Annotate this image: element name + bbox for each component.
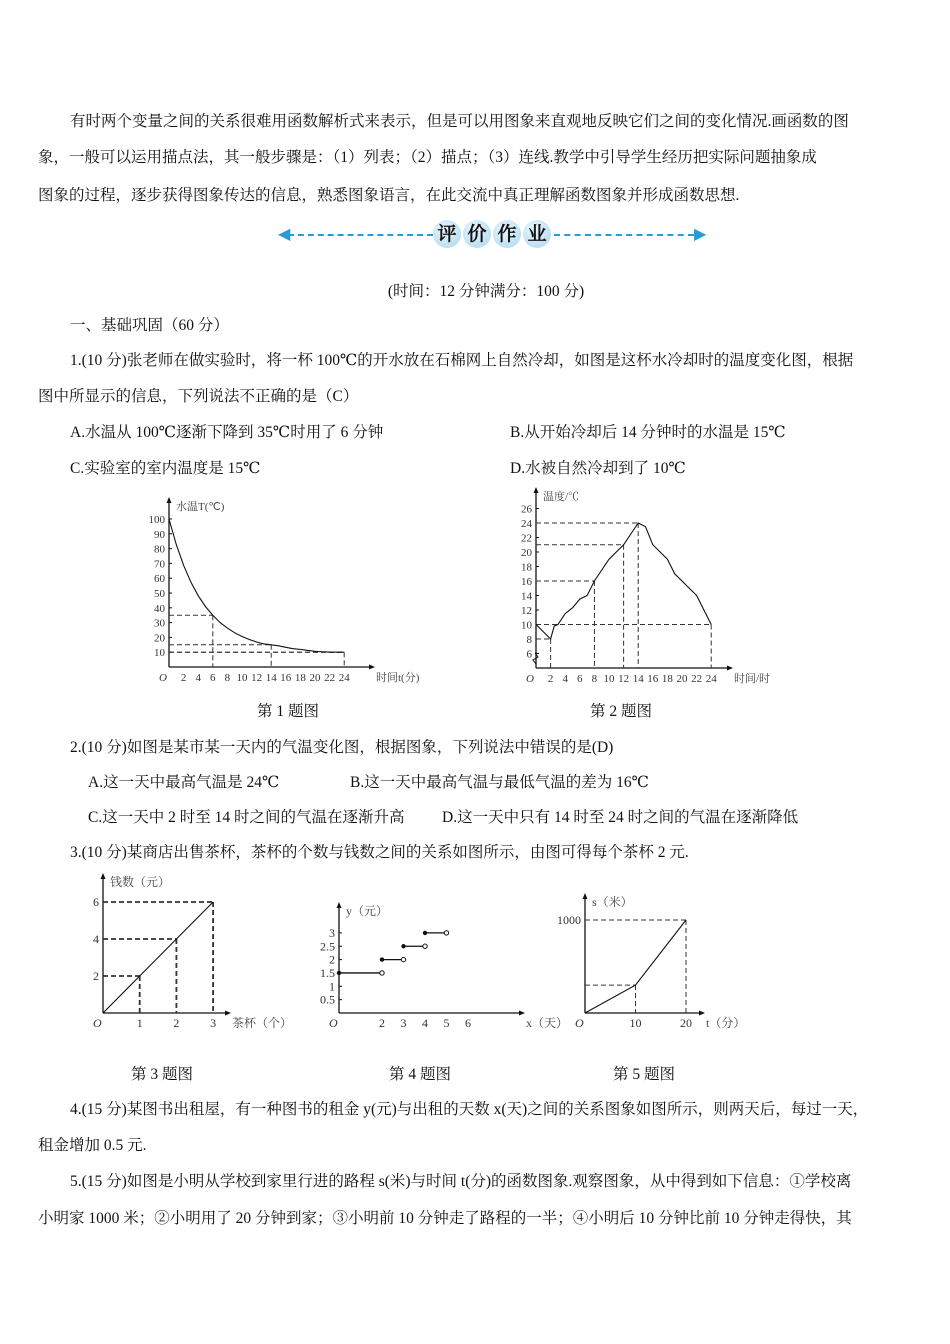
y-tick-label: 1.5 [320, 965, 335, 980]
banner-char: 作 [493, 220, 521, 248]
y-tick-label: 12 [521, 605, 532, 617]
x-tick-label: 10 [603, 673, 615, 685]
x-axis-label: t（分） [706, 1016, 746, 1030]
x-tick-label: 18 [661, 673, 673, 685]
y-axis-arrow-icon [101, 873, 106, 879]
closed-point [423, 931, 427, 935]
caption-fig-4: 第 4 题图 [388, 1066, 452, 1083]
x-tick-label: 16 [647, 673, 659, 685]
open-point [444, 931, 448, 935]
x-axis-label: 茶杯（个） [232, 1016, 293, 1030]
y-tick-label: 10 [521, 619, 532, 632]
x-tick-label: 3 [210, 1016, 217, 1030]
q2-line: 2.(10 分)如图是某市某一天内的气温变化图，根据图象，下列说法中错误的是(D) [70, 739, 614, 756]
series-line [585, 920, 686, 1013]
y-tick-label: 30 [154, 617, 165, 630]
x-tick-label: 24 [705, 673, 717, 685]
closed-point [380, 957, 384, 961]
x-tick-label: 24 [338, 672, 350, 684]
y-tick-label: 70 [154, 558, 165, 571]
time-note: (时间：12 分钟满分：100 分) [387, 283, 585, 300]
y-axis-arrow-icon [337, 902, 342, 908]
caption-fig-3: 第 3 题图 [130, 1066, 194, 1083]
q2-option-d: D.这一天中只有 14 时至 24 时之间的气温在逐渐降低 [442, 809, 799, 826]
x-tick-label: 14 [632, 673, 644, 685]
x-tick-label: 12 [251, 672, 263, 684]
q1-option-d: D.水被自然冷却到了 10℃ [510, 460, 686, 477]
y-tick-label: 10 [154, 647, 165, 660]
x-tick-label: 6 [465, 1016, 471, 1030]
q1-line-1: 1.(10 分)张老师在做实验时，将一杯 100℃的开水放在石棉网上自然冷却，如图是这杯水冷却时的温度变化图，根据 [70, 352, 854, 369]
y-tick-label: 90 [154, 528, 165, 541]
x-tick-label: 10 [629, 1016, 642, 1030]
intro-line-3: 图象的过程，逐步获得图象传达的信息，熟悉图象语言，在此交流中真正理解函数图象并形成函数思想. [38, 187, 740, 204]
y-tick-label: 6 [526, 648, 532, 661]
origin-label: O [526, 673, 534, 685]
x-tick-label: 10 [236, 672, 248, 684]
x-tick-label: 2 [379, 1016, 385, 1030]
x-axis-arrow-icon [369, 665, 375, 670]
x-tick-label: 2 [547, 673, 554, 685]
x-tick-label: 16 [280, 672, 292, 684]
x-tick-label: 2 [180, 672, 187, 684]
y-tick-label: 3 [329, 925, 335, 940]
x-axis-arrow-icon [225, 1011, 231, 1016]
q1-option-c: C.实验室的室内温度是 15℃ [70, 460, 261, 477]
x-tick-label: 1 [136, 1016, 143, 1030]
y-tick-label: 50 [154, 588, 165, 600]
y-tick-label: 4 [93, 932, 99, 946]
y-tick-label: 8 [526, 634, 532, 646]
y-axis-label: 水温T(℃) [176, 501, 225, 513]
origin-label: O [575, 1016, 584, 1030]
q2-option-c: C.这一天中 2 时至 14 时之间的气温在逐渐升高 [88, 809, 405, 826]
x-tick-label: 22 [324, 672, 336, 684]
x-tick-label: 22 [691, 673, 703, 685]
banner-char: 价 [463, 220, 491, 248]
y-tick-label: 16 [521, 576, 532, 588]
x-axis-label: 时间/时 [734, 673, 771, 685]
x-tick-label: 8 [591, 673, 598, 685]
y-tick-label: 26 [521, 503, 532, 516]
y-axis-label: 温度/℃ [543, 491, 580, 503]
x-tick-label: 18 [294, 672, 306, 684]
x-tick-label: 4 [562, 673, 568, 685]
y-tick-label: 14 [521, 590, 532, 603]
y-tick-label: 60 [154, 573, 165, 586]
y-tick-label: 22 [521, 532, 532, 545]
q2-option-a: A.这一天中最高气温是 24℃ [88, 774, 280, 791]
x-axis-label: x（天） [526, 1016, 569, 1030]
arrow-left-icon: ◀ [278, 226, 291, 243]
x-tick-label: 4 [422, 1016, 428, 1030]
x-tick-label: 14 [265, 672, 277, 684]
y-tick-label: 100 [148, 514, 165, 526]
y-tick-label: 24 [521, 518, 532, 530]
y-tick-label: 2.5 [320, 939, 335, 954]
x-tick-label: 6 [577, 673, 583, 685]
q1-line-2: 图中所显示的信息，下列说法不正确的是（C） [38, 388, 359, 405]
open-point [401, 957, 405, 961]
open-point [380, 971, 384, 975]
x-tick-label: 6 [210, 672, 216, 684]
y-tick-label: 20 [154, 632, 165, 645]
q4-line-1: 4.(15 分)某图书出租屋，有一种图书的租金 y(元)与出租的天数 x(天)之间的关系图象如图所示，则两天后，每过一天， [70, 1101, 869, 1118]
banner-char: 评 [433, 220, 461, 248]
caption-fig-5: 第 5 题图 [612, 1066, 676, 1083]
y-tick-label: 40 [154, 602, 165, 615]
open-point [423, 944, 427, 948]
q3-line: 3.(10 分)某商店出售茶杯，茶杯的个数与钱数之间的关系如图所示，由图可得每个茶杯 2 元. [70, 844, 689, 861]
y-tick-label: 2 [93, 969, 99, 983]
arrow-right-icon: ▶ [694, 226, 707, 243]
y-axis-arrow-icon [534, 487, 539, 493]
closed-point [337, 971, 341, 975]
y-tick-label: 80 [154, 543, 165, 556]
q1-option-a: A.水温从 100℃逐渐下降到 35℃时用了 6 分钟 [70, 424, 384, 441]
y-tick-label: 0.5 [320, 992, 335, 1007]
x-tick-label: 5 [443, 1016, 450, 1030]
x-tick-label: 20 [309, 672, 321, 684]
q2-option-b: B.这一天中最高气温与最低气温的差为 16℃ [350, 774, 649, 791]
intro-line-1: 有时两个变量之间的关系很难用函数解析式来表示，但是可以用图象来直观地反映它们之间的变化情况.画函数的图 [70, 113, 849, 130]
y-tick-label: 18 [521, 561, 532, 574]
origin-label: O [93, 1016, 102, 1030]
origin-label: O [329, 1016, 338, 1030]
x-tick-label: 20 [676, 673, 688, 685]
series-line [103, 902, 213, 1013]
caption-fig-2: 第 2 题图 [589, 703, 653, 720]
q1-option-b: B.从开始冷却后 14 分钟时的水温是 15℃ [510, 424, 786, 441]
x-tick-label: 2 [173, 1016, 180, 1030]
banner-char: 业 [523, 220, 551, 248]
y-tick-label: 2 [329, 952, 335, 967]
y-tick-label: 20 [521, 547, 532, 559]
x-tick-label: 3 [400, 1016, 407, 1030]
y-tick-label: 1000 [557, 913, 581, 927]
y-axis-arrow-icon [167, 497, 172, 503]
origin-label: O [159, 672, 167, 684]
x-tick-label: 8 [224, 672, 231, 684]
x-axis-arrow-icon [727, 666, 733, 671]
y-tick-label: 6 [93, 895, 99, 909]
q4-line-2: 租金增加 0.5 元. [38, 1137, 147, 1154]
x-axis-label: 时间t(分) [376, 672, 420, 684]
x-tick-label: 20 [680, 1016, 692, 1030]
y-axis-label: 钱数（元） [110, 875, 171, 889]
section-heading: 一、基础巩固（60 分） [70, 317, 229, 334]
q5-line-2: 小明家 1000 米；②小明用了 20 分钟到家；③小明前 10 分钟走了路程的一半；④小明后 10 分钟比前 10 分钟走得快，其 [38, 1210, 852, 1227]
x-axis-arrow-icon [519, 1011, 525, 1016]
q5-line-1: 5.(15 分)如图是小明从学校到家里行进的路程 s(米)与时间 t(分)的函数图象.观察图象，从中得到如下信息：①学校离 [70, 1173, 852, 1190]
caption-fig-1: 第 1 题图 [256, 703, 320, 720]
y-axis-arrow-icon [583, 893, 588, 899]
closed-point [401, 944, 405, 948]
y-tick-label: 1 [329, 979, 335, 994]
x-axis-arrow-icon [699, 1011, 705, 1016]
series-line [169, 519, 344, 652]
x-tick-label: 4 [195, 672, 201, 684]
y-axis-label: s（米） [592, 895, 633, 909]
x-tick-label: 12 [618, 673, 630, 685]
y-axis-label: y（元） [346, 904, 389, 918]
intro-line-2: 象，一般可以运用描点法，其一般步骤是：（1）列表；（2）描点；（3）连线.教学中引导学生经历把实际问题抽象成 [38, 149, 817, 166]
